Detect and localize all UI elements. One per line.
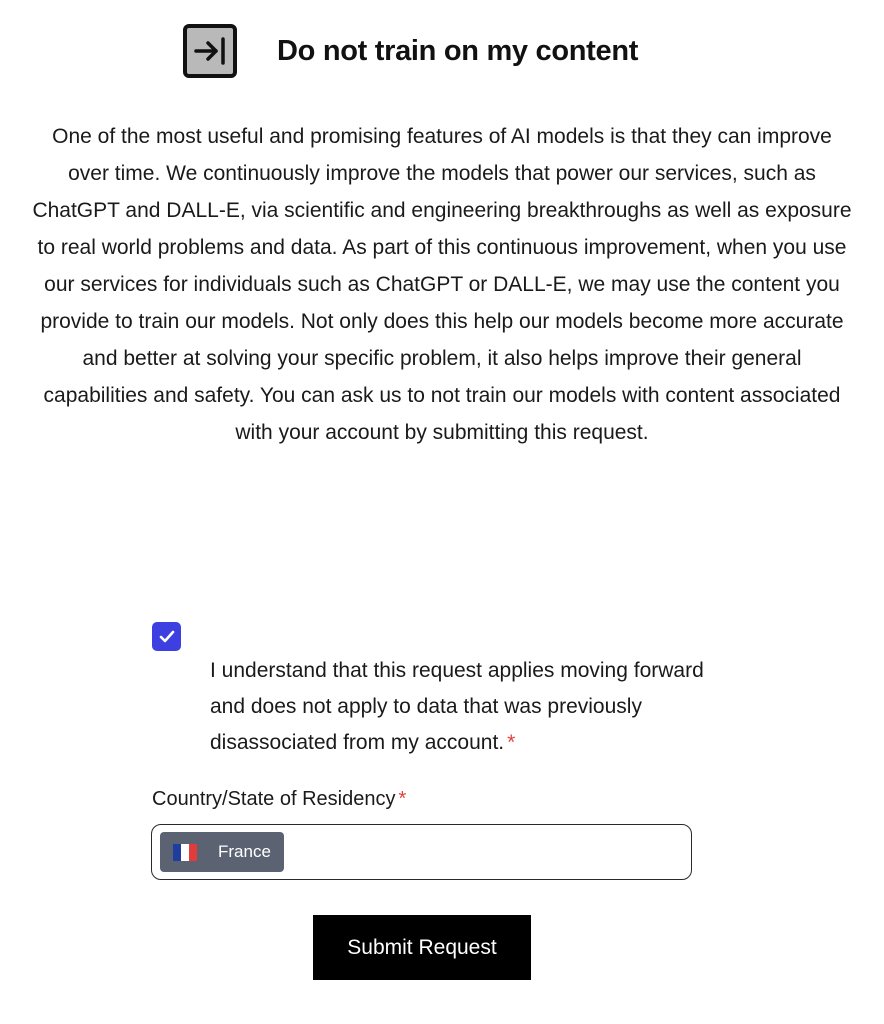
residency-label-text: Country/State of Residency bbox=[152, 788, 396, 810]
residency-field-label bbox=[152, 788, 406, 811]
france-flag-icon bbox=[173, 844, 197, 861]
page-title: Do not train on my content bbox=[277, 34, 639, 67]
consent-checkbox[interactable] bbox=[152, 622, 181, 651]
selected-country-label: France bbox=[218, 842, 271, 861]
intro-paragraph: One of the most useful and promising features of AI models is that they can improve over time. We continuously improve the models that power our services, such as ChatGPT and DALL-E, via scientific and engineering breakthroughs as well as exposure to real world problems and data. As part of this continuous improvement, when you use our services for individuals such as ChatGPT or DALL-E, we may use the content you provide to train our models. Not only does this help our models become more accurate and better at solving your specific problem, it also helps improve their general capabilities and safety. You can ask us to not train our models with content associated with your account by submitting this request. bbox=[32, 125, 852, 444]
required-asterisk: * bbox=[507, 731, 516, 754]
required-asterisk: * bbox=[398, 788, 407, 810]
selected-country-chip[interactable] bbox=[160, 832, 284, 872]
consent-label-text: I understand that this request applies moving forward and does not apply to data that was previously disassociated from my account. bbox=[210, 659, 704, 754]
submit-request-button[interactable]: Submit Request bbox=[313, 915, 531, 980]
header bbox=[183, 24, 638, 78]
residency-select[interactable] bbox=[151, 824, 692, 880]
checkmark-icon bbox=[159, 630, 175, 643]
arrow-right-to-bar-icon bbox=[183, 24, 237, 78]
consent-label bbox=[210, 653, 730, 761]
